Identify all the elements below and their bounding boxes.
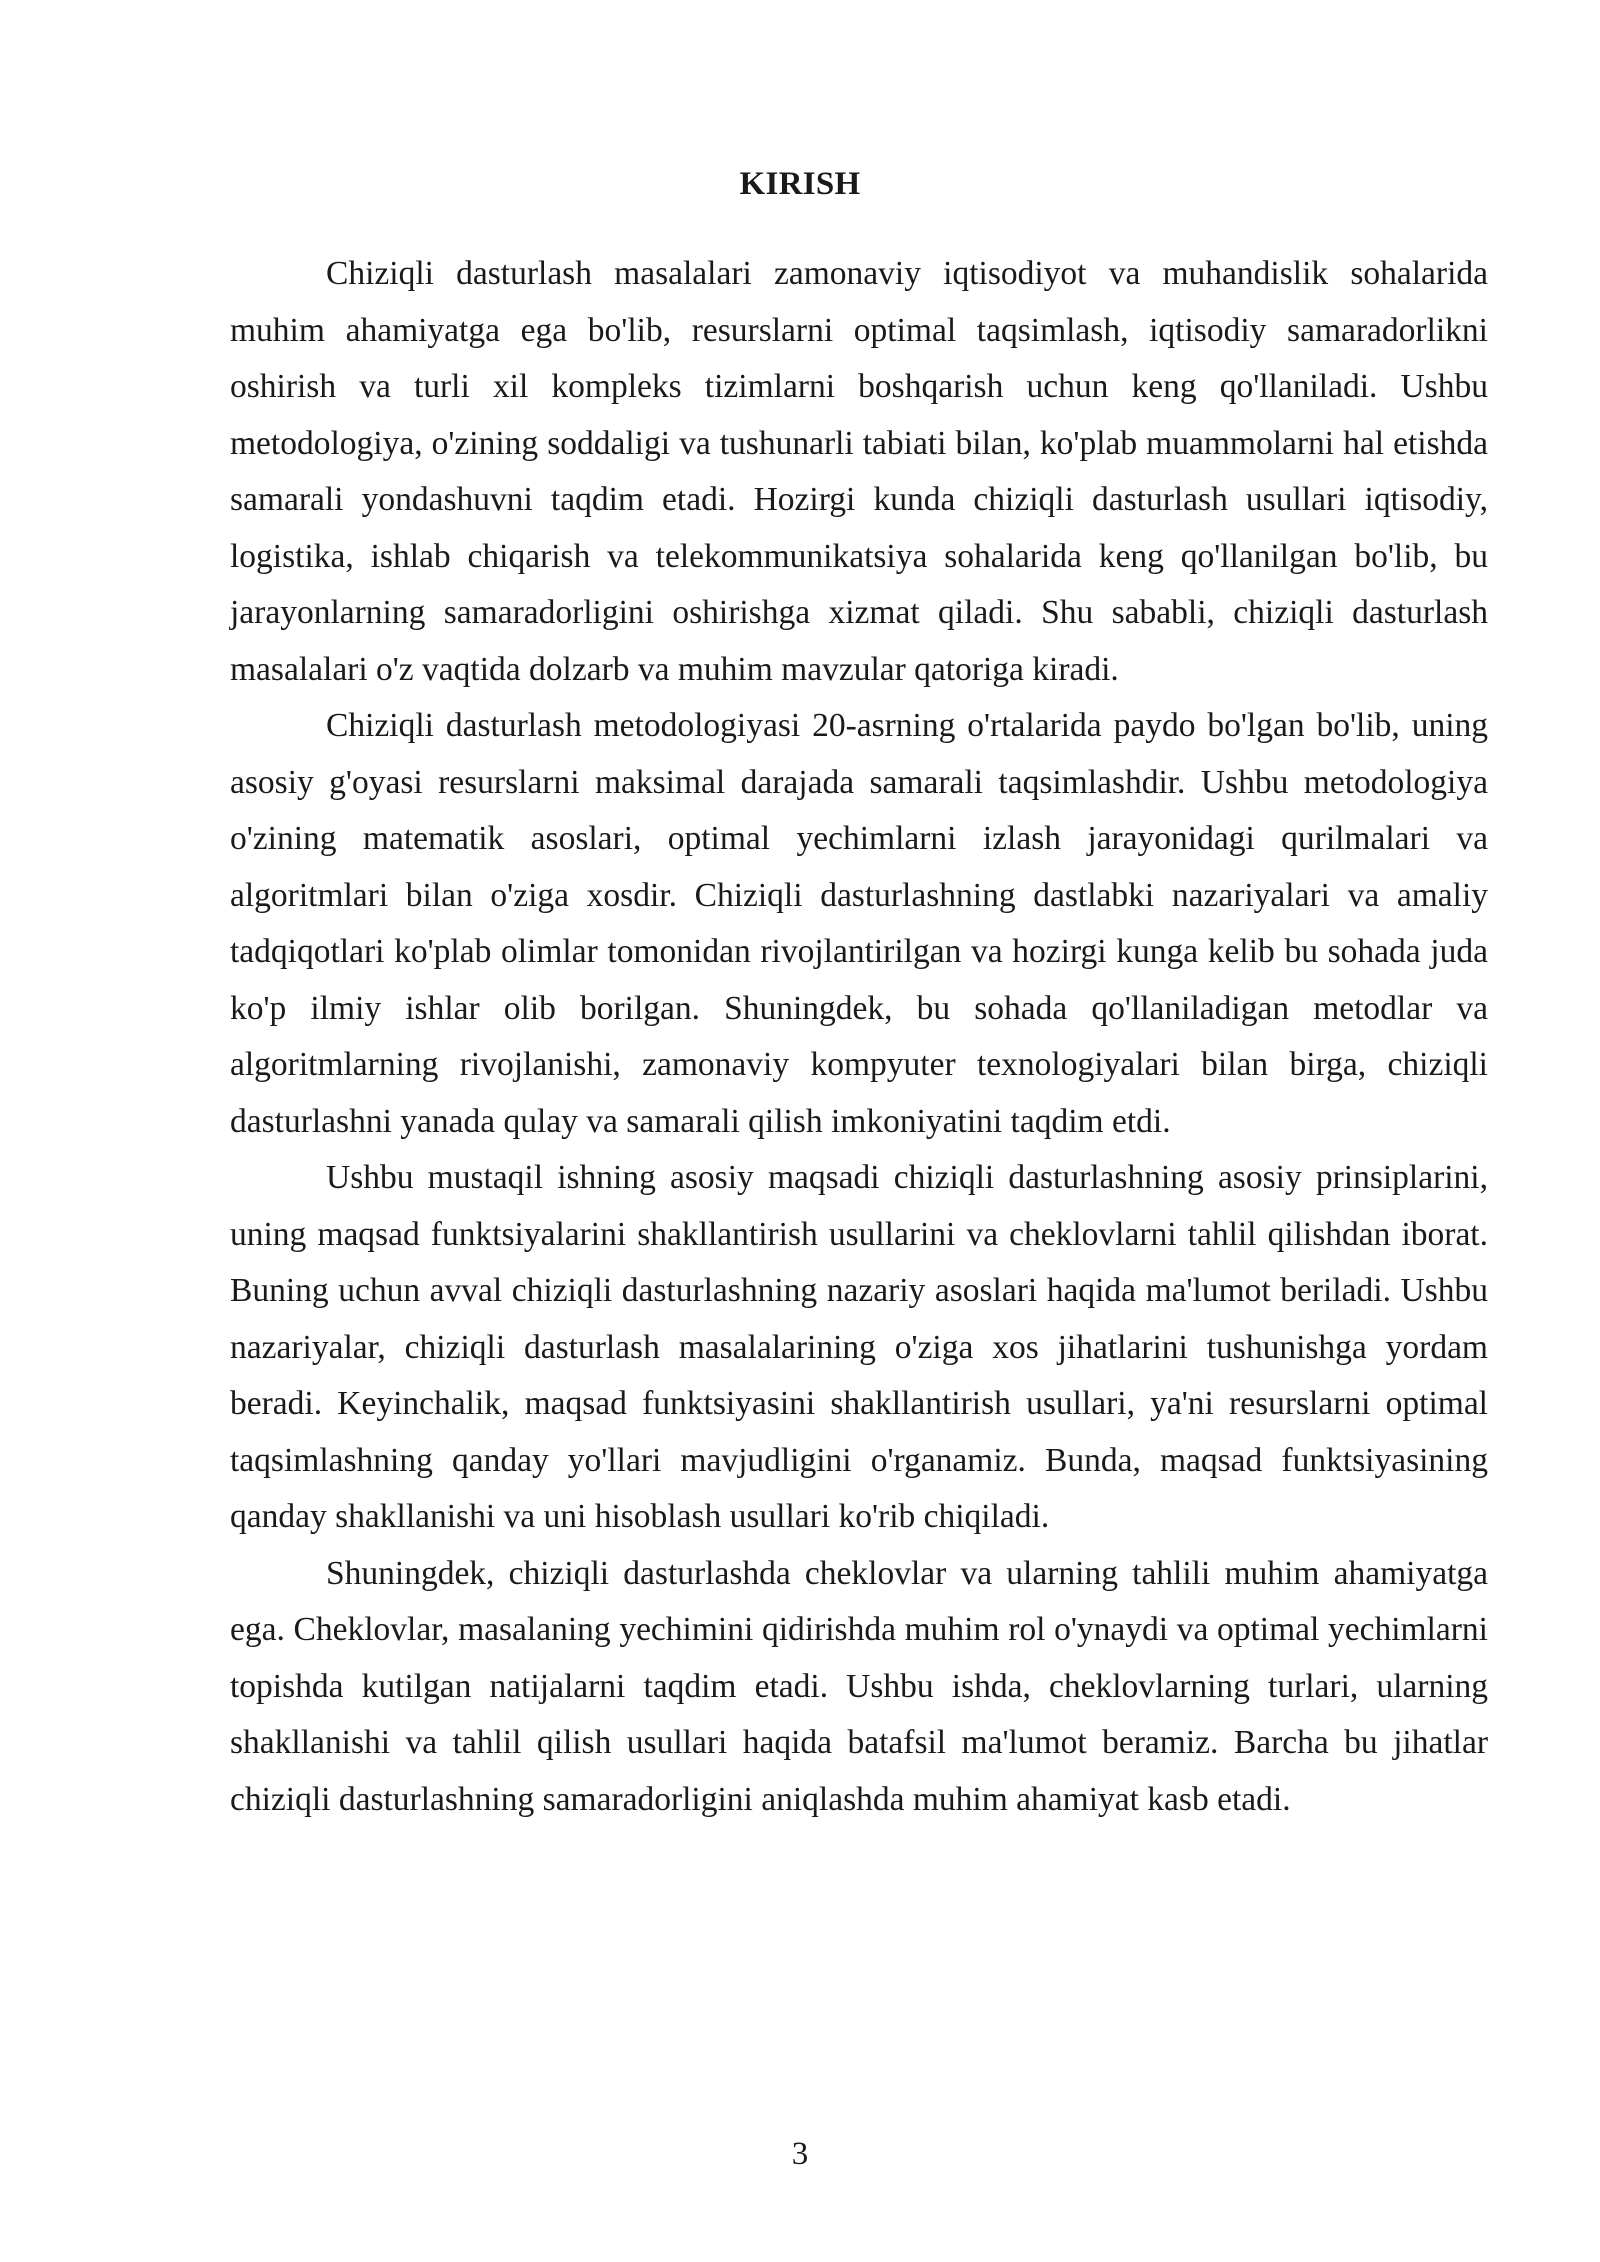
paragraph-1: Chiziqli dasturlash masalalari zamonaviy iqtisodiyot va muhandislik sohalarida muhim ahamiyatga ega bo'lib, resurslarni optimal taqsimlash, iqtisodiy samaradorlikni oshirish va turli xil kompleks tizimlarni boshqarish uchun keng qo'llaniladi. Ushbu metodologiya, o'zining soddaligi va tushunarli tabiati bilan, ko'plab muammolarni hal etishda samarali yondashuvni taqdim etadi. Hozirgi kunda chiziqli dasturlash usullari iqtisodiy, logistika, ishlab chiqarish va telekommunikatsiya sohalarida keng qo'llanilgan bo'lib, bu jarayonlarning samaradorligini oshirishga xizmat qiladi. Shu sababli, chiziqli dasturlash masalalari o'z vaqtida dolzarb va muhim mavzular qatoriga kiradi. bbox=[230, 255, 1488, 688]
paragraph-4: Shuningdek, chiziqli dasturlashda cheklovlar va ularning tahlili muhim ahamiyatga ega. Cheklovlar, masalaning yechimini qidirishda muhim rol o'ynaydi va optimal yechimlarni topishda kutilgan natijalarni taqdim etadi. Ushbu ishda, cheklovlarning turlari, ularning shakllanishi va tahlil qilish usullari haqida batafsil ma'lumot beramiz. Barcha bu jihatlar chiziqli dasturlashning samaradorligini aniqlashda muhim ahamiyat kasb etadi. bbox=[230, 1554, 1488, 1818]
paragraph-2: Chiziqli dasturlash metodologiyasi 20-asrning o'rtalarida paydo bo'lgan bo'lib, uning asosiy g'oyasi resurslarni maksimal darajada samarali taqsimlashdir. Ushbu metodologiya o'zining matematik asoslari, optimal yechimlarni izlash jarayonidagi qurilmalari va algoritmlari bilan o'ziga xosdir. Chiziqli dasturlashning dastlabki nazariyalari va amaliy tadqiqotlari ko'plab olimlar tomonidan rivojlantirilgan va hozirgi kunga kelib bu sohada juda ko'p ilmiy ishlar olib borilgan. Shuningdek, bu sohada qo'llaniladigan metodlar va algoritmlarning rivojlanishi, zamonaviy kompyuter texnologiyalari bilan birga, chiziqli dasturlashni yanada qulay va samarali qilish imkoniyatini taqdim etdi. bbox=[230, 707, 1488, 1140]
paragraph-3: Ushbu mustaqil ishning asosiy maqsadi chiziqli dasturlashning asosiy prinsiplarini, uning maqsad funktsiyalarini shakllantirish usullarini va cheklovlarni tahlil qilishdan iborat. Buning uchun avval chiziqli dasturlashning nazariy asoslari haqida ma'lumot beriladi. Ushbu nazariyalar, chiziqli dasturlash masalalarining o'ziga xos jihatlarini tushunishga yordam beradi. Keyinchalik, maqsad funktsiyasini shakllantirish usullari, ya'ni resurslarni optimal taqsimlashning qanday yo'llari mavjudligini o'rganamiz. Bunda, maqsad funktsiyasining qanday shakllanishi va uni hisoblash usullari ko'rib chiqiladi. bbox=[230, 1159, 1488, 1535]
body-text bbox=[230, 246, 1488, 1828]
page-number: 3 bbox=[791, 2136, 809, 2172]
page-title: KIRISH bbox=[739, 166, 861, 202]
